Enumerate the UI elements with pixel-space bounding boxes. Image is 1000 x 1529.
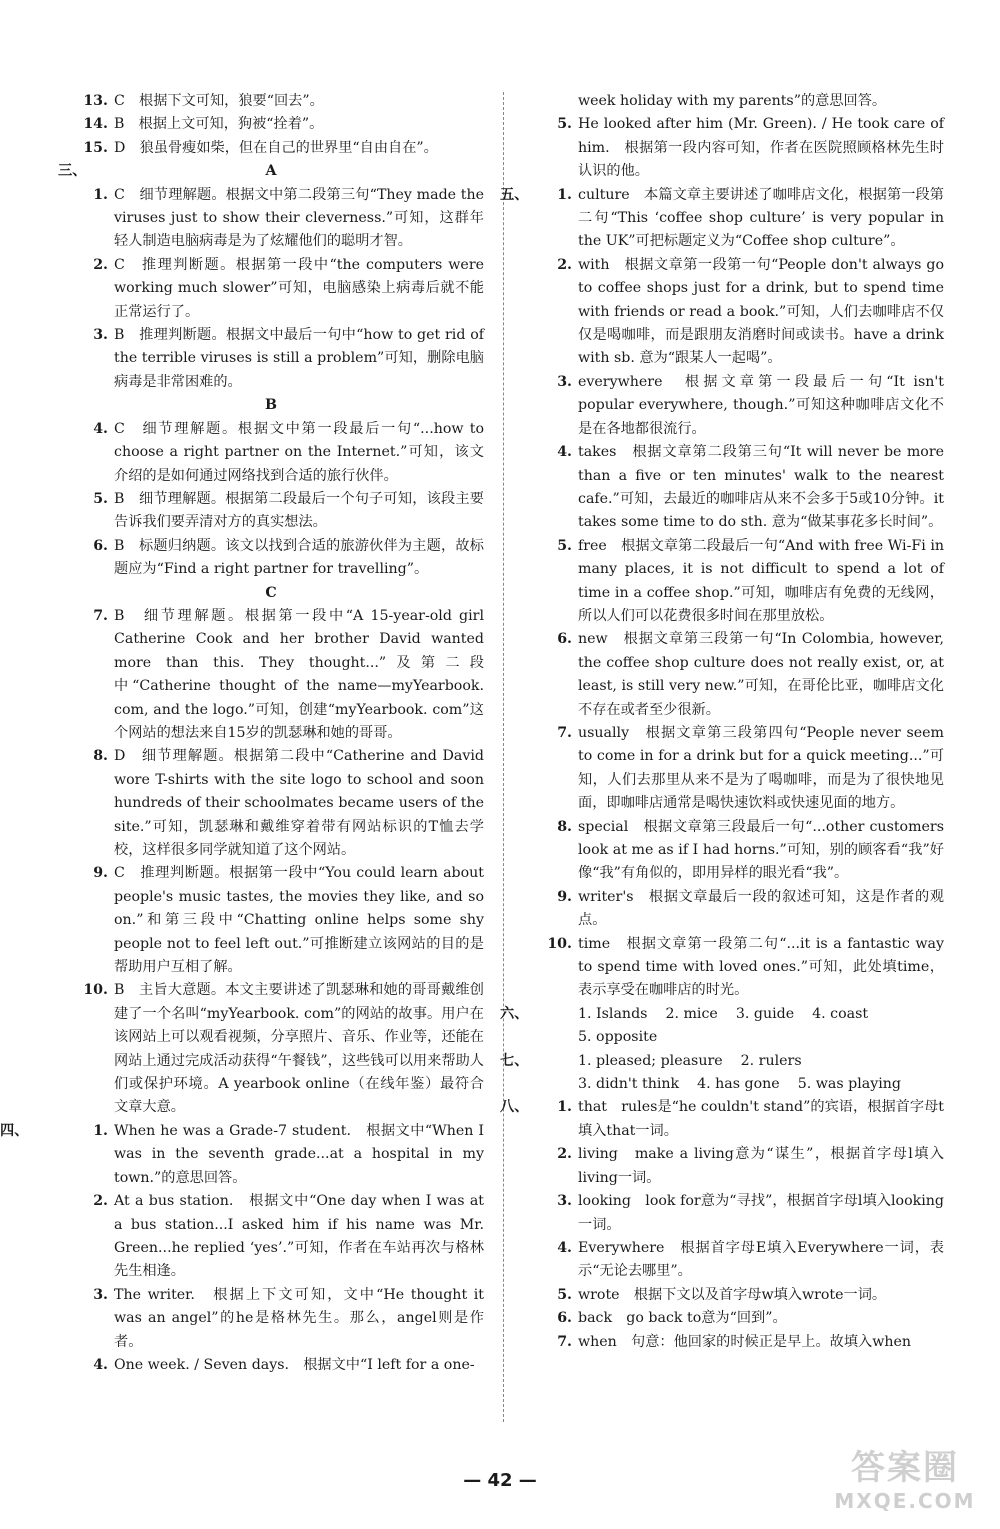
answer-item: 7. when 句意：他回家的时候正是早上。故填入when bbox=[557, 1333, 912, 1350]
answer-item: 3. The writer. 根据上下文可知，文中“He thought it was an angel”的he是格林先生。那么，angel则是作者。 bbox=[93, 1286, 484, 1350]
section-7-row-1: 七、 1. pleased; pleasure 2. rulers bbox=[522, 1050, 944, 1073]
section-label: 四、 bbox=[0, 1122, 29, 1139]
section-3-header bbox=[58, 160, 484, 183]
answer-item: 6. new 根据文章第三段第一句“In Colombia, however, the coffee shop culture does not really exist, or, at least, is still very new.”可知，在哥伦比亚，咖啡店文化不存在或者至少很新。 bbox=[557, 631, 944, 718]
column-divider bbox=[503, 92, 504, 1422]
passage-heading-b: B bbox=[265, 397, 277, 414]
answer-item: 10. B 主旨大意题。本文主要讲述了凯瑟琳和她的哥哥戴维创建了一个名叫“myYearbook. com”的网站的故事。用户在该网站上可以观看视频，分享照片、音乐、作业等，还能在网站上通过完成活动获得“午餐钱”，这些钱可以用来帮助人们或保护环境。A yearbook online（在线年鉴）最符合文章大意。 bbox=[83, 982, 484, 1116]
answer-item: 1. C 细节理解题。根据文中第二段第三句“They made the viruses just to show their cleverness.”可知，这群年轻人制造电脑病毒是为了炫耀他们的聪明才智。 bbox=[93, 186, 484, 250]
right-column bbox=[500, 90, 944, 1354]
left-column bbox=[0, 90, 484, 1377]
answer-item: 2. At a bus station. 根据文中“One day when I was at a bus station...I asked him if his name was Mr. Green...he replied ‘yes’.”可知，作者在车站再次与格林先生相逢。 bbox=[93, 1193, 484, 1280]
answer-item: 7. usually 根据文章第三段第四句“People never seem to come in for a drink but for a quick meeting...”可知，人们去那里从来不是为了喝咖啡，而是为了很快地见面，即咖啡店通常是喝快速饮料或快速见面的地方。 bbox=[557, 724, 944, 812]
answer-item: 3. everywhere 根据文章第一段最后一句“It isn't popular everywhere, though.”可知这种咖啡店文化不是在各地都很流行。 bbox=[557, 373, 944, 437]
answer-item: 3. B 推理判断题。根据文中最后一句中“how to get rid of the terrible viruses is still a problem”可知，删除电脑病毒是非常困难的。 bbox=[93, 327, 484, 390]
answer-item: 八、 1. that rules是“he couldn't stand”的宾语，根据首字母t填入that一词。 bbox=[522, 1096, 944, 1143]
section-label: 七、 bbox=[500, 1052, 529, 1069]
answer-item: 8. special 根据文章第三段最后一句“...other customers look at me as if I had horns.”可知，别的顾客看“我”好像“我”有角似的，即用异样的眼光看“我”。 bbox=[557, 818, 944, 882]
answer-item: 4. C 细节理解题。根据文中第一段最后一句“...how to choose a right partner on the Internet.”可知，该文介绍的是如何通过网络找到合适的旅行伙伴。 bbox=[93, 420, 484, 484]
answer-continuation: week holiday with my parents”的意思回答。 bbox=[578, 93, 887, 109]
page-number: — 42 — bbox=[463, 1470, 537, 1491]
answer-item: 5. free 根据文章第二段最后一句“And with free Wi-Fi in many places, it is not difficult to spend a lot of time in a coffee shop.”可知，咖啡店有免费的无线网，所以人们可以花费很多时间在那里放松。 bbox=[557, 537, 944, 624]
answer-item: 五、 1. culture 本篇文章主要讲述了咖啡店文化，根据第一段第二句“This ‘coffee shop culture’ is very popular in the UK”可把标题定义为“Coffee shop culture”。 bbox=[522, 184, 944, 254]
section-6-row-1: 六、 1. Islands 2. mice 3. guide 4. coast bbox=[522, 1003, 944, 1026]
answer-item: 3. looking look for意为“寻找”，根据首字母l填入looking一词。 bbox=[557, 1193, 944, 1233]
section-label: 六、 bbox=[500, 1005, 529, 1022]
section-label: 八、 bbox=[500, 1099, 529, 1116]
answer-item: 14. B 根据上文可知，狗被“拴着”。 bbox=[83, 116, 324, 133]
answer-item: 9. writer's 根据文章最后一段的叙述可知，这是作者的观点。 bbox=[557, 888, 944, 929]
answers-13-15 bbox=[58, 90, 484, 160]
answer-item: 9. C 推理判断题。根据第一段中“You could learn about people's music tastes, the movies they like, and so on.”和第三段中“Chatting online helps some shy people not to feel left out.”可推断建立该网站的目的是帮助用户互相了解。 bbox=[93, 865, 484, 976]
answer-item: 4. takes 根据文章第二段第三句“It will never be more than a five or ten minutes' walk to the nearest cafe.”可知，去最近的咖啡店从来不会多于5或10分钟。it takes some time to do sth. 意为“做某事花多长时间”。 bbox=[557, 444, 944, 531]
answer-item: 5. B 细节理解题。根据第二段最后一个句子可知，该段主要告诉我们要弄清对方的真实想法。 bbox=[93, 490, 484, 531]
answer-item: 5. He looked after him (Mr. Green). / He took care of him. 根据第一段内容可知，作者在医院照顾格林先生时认识的他。 bbox=[557, 116, 944, 180]
answer-item: 4. One week. / Seven days. 根据文中“I left for a one- bbox=[93, 1356, 475, 1373]
answer-item: 5. wrote 根据下文以及首字母w填入wrote一词。 bbox=[557, 1286, 887, 1303]
answer-item: 4. Everywhere 根据首字母E填入Everywhere一词，表示“无论去哪里”。 bbox=[557, 1239, 944, 1280]
answer-item: 四、 1. When he was a Grade-7 student. 根据文中“When I was in the seventh grade...at a hospital in my town.”的意思回答。 bbox=[58, 1120, 484, 1190]
answer-item: 2. C 推理判断题。根据第一段中“the computers were working much slower”可知，电脑感染上病毒后就不能正常运行了。 bbox=[93, 256, 484, 320]
answer-item: 6. back go back to意为“回到”。 bbox=[557, 1310, 787, 1327]
answer-item: 8. D 细节理解题。根据第二段中“Catherine and David wore T-shirts with the site logo to school and soon hundreds of their schoolmates became users of the site.”可知，凯瑟琳和戴维穿着带有网站标识的T恤去学校，这样很多同学就知道了这个网站。 bbox=[93, 748, 484, 858]
section-label: 三、 bbox=[58, 163, 87, 180]
answer-item: 7. B 细节理解题。根据第一段中“A 15-year-old girl Catherine Cook and her brother David wanted more than this. They thought...”及第二段中“Catherine thought of the name—myYearbook. com, and the logo.”可知，创建“myYearbook. com”这个网站的想法来自15岁的凯瑟琳和她的哥哥。 bbox=[93, 607, 484, 741]
answer-item: 2. living make a living意为“谋生”，根据首字母l填入living一词。 bbox=[557, 1146, 944, 1186]
answer-item: 6. B 标题归纳题。该文以找到合适的旅游伙伴为主题，故标题应为“Find a right partner for travelling”。 bbox=[93, 537, 484, 578]
section-label: 五、 bbox=[500, 186, 529, 203]
answer-item: 15. D 狼虽骨瘦如柴，但在自己的世界里“自由自在”。 bbox=[83, 139, 438, 156]
section-7-row-2: 3. didn't think 4. has gone 5. was playing bbox=[578, 1076, 901, 1093]
section-6-row-2: 5. opposite bbox=[578, 1029, 658, 1046]
answer-item: 2. with 根据文章第一段第一句“People don't always go to coffee shops just for a drink, but to spend time with friends or read a book.”可知，人们去咖啡店不仅仅是喝咖啡，而是跟朋友消磨时间或读书。have a drink with sb. 意为“跟某人一起喝”。 bbox=[557, 256, 944, 367]
answer-item: 13. C 根据下文可知，狼要“回去”。 bbox=[83, 93, 324, 109]
passage-heading-a: A bbox=[265, 163, 277, 180]
answer-item: 10. time 根据文章第一段第二句“...it is a fantastic way to spend time with loved ones.”可知，此处填time，表示享受在咖啡店的时光。 bbox=[547, 935, 944, 999]
watermark-logo: 答案圈 MXQE.COM bbox=[834, 1448, 976, 1513]
passage-heading-c: C bbox=[265, 584, 277, 601]
